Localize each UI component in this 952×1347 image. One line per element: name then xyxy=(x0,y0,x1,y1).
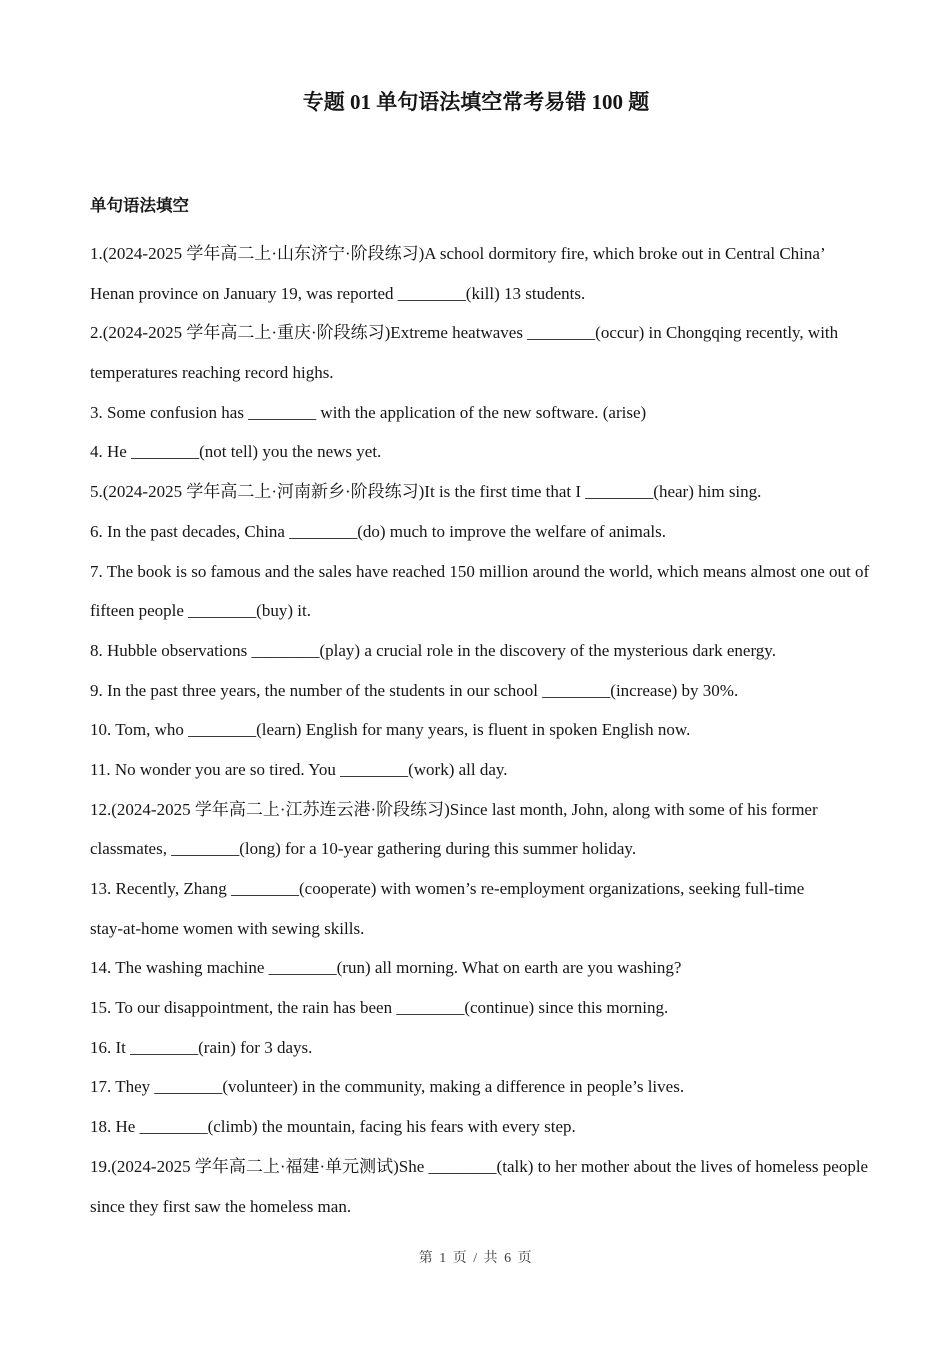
question-5 xyxy=(90,472,862,512)
question-14 xyxy=(90,948,862,988)
question-7 xyxy=(90,552,870,631)
question-12-line-1: 12.(2024-2025 学年高二上·江苏连云港·阶段练习)Since last month, John, along with some of his former xyxy=(90,799,818,819)
question-3 xyxy=(90,393,862,433)
question-15-line-1: 15. To our disappointment, the rain has been ________(continue) since this morning. xyxy=(90,998,669,1018)
question-18 xyxy=(90,1107,862,1147)
document-title: 专题 01 单句语法填空常考易错 100 题 xyxy=(302,90,650,114)
question-5-line-1: 5.(2024-2025 学年高二上·河南新乡·阶段练习)It is the first time that I ________(hear) him sing. xyxy=(90,482,762,502)
question-4-line-1: 4. He ________(not tell) you the news yet. xyxy=(90,442,382,462)
question-17-line-1: 17. They ________(volunteer) in the community, making a difference in people’s lives. xyxy=(90,1077,685,1097)
question-2-line-1: 2.(2024-2025 学年高二上·重庆·阶段练习)Extreme heatwaves ________(occur) in Chongqing recently, with xyxy=(90,323,839,343)
question-13-line-1: 13. Recently, Zhang ________(cooperate) with women’s re-employment organizations, seeking full-time xyxy=(90,879,805,898)
question-9-line-1: 9. In the past three years, the number of the students in our school ________(increase) by 30%. xyxy=(90,680,739,700)
question-10-line-1: 10. Tom, who ________(learn) English for many years, is fluent in spoken English now. xyxy=(90,720,691,740)
page-footer: 第 1 页 / 共 6 页 xyxy=(418,1251,534,1267)
question-15 xyxy=(90,988,862,1028)
question-1 xyxy=(90,234,862,313)
question-17 xyxy=(90,1067,862,1107)
question-6 xyxy=(90,512,862,552)
question-6-line-1: 6. In the past decades, China ________(do) much to improve the welfare of animals. xyxy=(90,521,666,541)
question-8 xyxy=(90,631,862,671)
question-7-line-2: fifteen people ________(buy) it. xyxy=(90,601,311,621)
question-12-line-2: classmates, ________(long) for a 10-year gathering during this summer holiday. xyxy=(90,839,637,859)
question-3-line-1: 3. Some confusion has ________ with the application of the new software. (arise) xyxy=(90,402,647,422)
question-2-line-2: temperatures reaching record highs. xyxy=(90,363,334,383)
question-18-line-1: 18. He ________(climb) the mountain, facing his fears with every step. xyxy=(90,1117,576,1137)
question-19 xyxy=(90,1147,869,1226)
question-13-line-2: stay-at-home women with sewing skills. xyxy=(90,918,365,938)
question-1-line-2: Henan province on January 19, was reported ________(kill) 13 students. xyxy=(90,283,586,303)
question-7-line-1: 7. The book is so famous and the sales have reached 150 million around the world, which means almost one out of xyxy=(90,561,870,581)
question-9 xyxy=(90,671,862,711)
question-2 xyxy=(90,313,862,392)
section-heading: 单句语法填空 xyxy=(90,196,189,215)
question-13 xyxy=(90,869,862,948)
question-19-line-1: 19.(2024-2025 学年高二上·福建·单元测试)She ________(talk) to her mother about the lives of homeless people xyxy=(90,1156,869,1176)
question-14-line-1: 14. The washing machine ________(run) all morning. What on earth are you washing? xyxy=(90,958,682,978)
question-11 xyxy=(90,750,862,790)
question-11-line-1: 11. No wonder you are so tired. You ________(work) all day. xyxy=(90,759,508,779)
question-1-line-1: 1.(2024-2025 学年高二上·山东济宁·阶段练习)A school dormitory fire, which broke out in Central China’ xyxy=(90,244,826,263)
question-19-line-2: since they first saw the homeless man. xyxy=(90,1196,352,1216)
question-list xyxy=(90,234,870,1226)
question-16 xyxy=(90,1028,862,1068)
question-4 xyxy=(90,432,862,472)
question-8-line-1: 8. Hubble observations ________(play) a crucial role in the discovery of the mysterious dark energy. xyxy=(90,640,776,660)
question-10 xyxy=(90,710,862,750)
question-16-line-1: 16. It ________(rain) for 3 days. xyxy=(90,1037,313,1057)
question-12 xyxy=(90,790,862,869)
